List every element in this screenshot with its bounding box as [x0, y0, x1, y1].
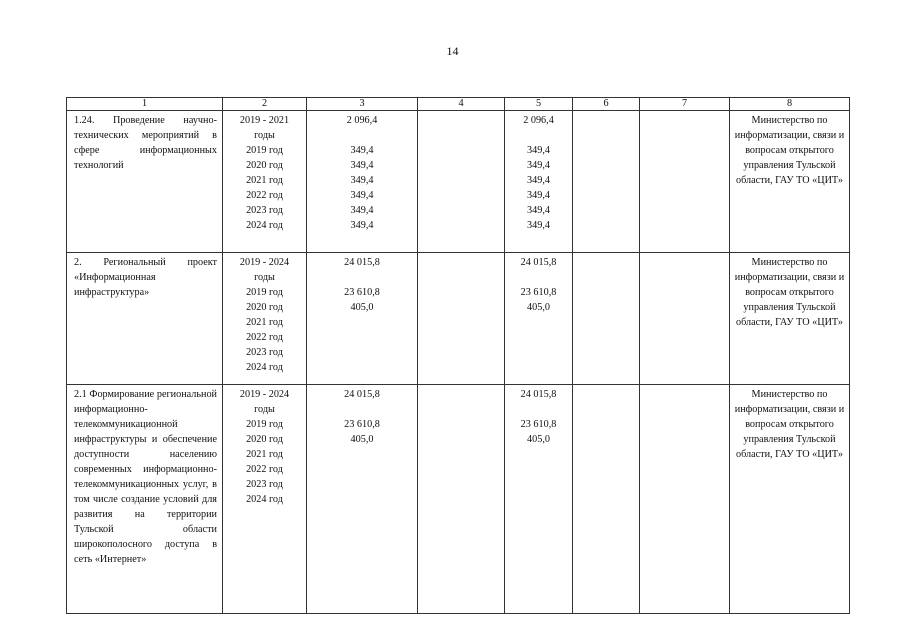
col4-cell: [418, 385, 505, 614]
column-header: 7: [640, 98, 730, 111]
col4-cell: [418, 253, 505, 385]
amount-value: 24 015,8: [344, 389, 380, 400]
amount-value: 24 015,8: [344, 257, 380, 268]
activity-name-cell: 2. Региональный проект «Информационная инфраструктура»: [67, 253, 223, 385]
amount-value: [311, 128, 413, 143]
amount-value: [311, 402, 413, 417]
period-line: 2020 год: [246, 160, 283, 171]
amount-value: 2 096,4: [523, 115, 554, 126]
responsible-cell: Министерство по информатизации, связи и вопросам открытого управления Тульской области, ГАУ ТО «ЦИТ»: [730, 385, 850, 614]
amount-value: 349,4: [527, 175, 550, 186]
amount-regional-cell: [505, 385, 573, 614]
period-line: 2019 год: [246, 419, 283, 430]
amount-value: 23 610,8: [520, 287, 557, 298]
amount-value: 349,4: [350, 220, 374, 231]
period-line: 2024 год: [246, 220, 283, 231]
period-cell: [223, 253, 307, 385]
period-cell: [223, 385, 307, 614]
period-line: 2022 год: [246, 190, 283, 201]
period-line: 2023 год: [246, 479, 283, 490]
amount-value: 24 015,8: [520, 389, 557, 400]
amount-value: 349,4: [350, 205, 374, 216]
amount-value: 349,4: [350, 175, 374, 186]
column-header: 6: [573, 98, 640, 111]
col7-cell: [640, 111, 730, 253]
col7-cell: [640, 253, 730, 385]
period-line: годы: [254, 404, 275, 415]
period-line: 2021 год: [246, 175, 283, 186]
col7-cell: [640, 385, 730, 614]
amount-value: [509, 270, 568, 285]
period-line: годы: [254, 130, 275, 141]
amount-value: 405,0: [527, 434, 550, 445]
amount-value: [509, 128, 568, 143]
table-row: [67, 111, 850, 253]
column-header: 2: [223, 98, 307, 111]
period-line: 2021 год: [246, 317, 283, 328]
amount-value: 349,4: [527, 205, 550, 216]
period-line: 2022 год: [246, 332, 283, 343]
amount-total-cell: [307, 111, 418, 253]
column-header: 8: [730, 98, 850, 111]
table-row: [67, 385, 850, 614]
col6-cell: [573, 253, 640, 385]
period-line: 2020 год: [246, 302, 283, 313]
amount-value: 405,0: [527, 302, 550, 313]
period-line: 2021 год: [246, 449, 283, 460]
amount-value: 349,4: [527, 145, 550, 156]
period-line: 2024 год: [246, 362, 283, 373]
table-row: [67, 253, 850, 385]
amount-value: 405,0: [350, 302, 374, 313]
header-row: [67, 98, 850, 111]
column-header: 5: [505, 98, 573, 111]
activity-name-cell: 2.1 Формирование региональной информационно-телекоммуникационной инфраструктуры и обеспечение доступности населению современных информационно-телекоммуникационных услуг, в том числе создание условий для развития на территории Тульской области широкополосного доступа в сеть «Интернет»: [67, 385, 223, 614]
column-header: 1: [67, 98, 223, 111]
amount-total-cell: [307, 385, 418, 614]
amount-value: [509, 402, 568, 417]
column-header: 3: [307, 98, 418, 111]
period-line: 2023 год: [246, 347, 283, 358]
period-line: 2022 год: [246, 464, 283, 475]
amount-value: 349,4: [350, 145, 374, 156]
amount-value: 23 610,8: [344, 419, 380, 430]
activity-name-cell: 1.24. Проведение научно-технических мероприятий в сфере информационных технологий: [67, 111, 223, 253]
amount-value: 349,4: [527, 160, 550, 171]
col6-cell: [573, 385, 640, 614]
period-line: 2019 - 2024: [239, 257, 290, 268]
amount-value: 349,4: [527, 190, 550, 201]
period-line: 2019 год: [246, 145, 283, 156]
period-line: 2019 год: [246, 287, 283, 298]
period-line: 2024 год: [246, 494, 283, 505]
amount-value: [311, 270, 413, 285]
responsible-cell: Министерство по информатизации, связи и вопросам открытого управления Тульской области, ГАУ ТО «ЦИТ»: [730, 253, 850, 385]
period-line: 2019 - 2021: [239, 115, 290, 126]
amount-value: 23 610,8: [520, 419, 557, 430]
period-line: 2023 год: [246, 205, 283, 216]
amount-value: 349,4: [527, 220, 550, 231]
amount-regional-cell: [505, 111, 573, 253]
period-line: годы: [254, 272, 275, 283]
page-number: 14: [446, 44, 459, 58]
responsible-cell: Министерство по информатизации, связи и вопросам открытого управления Тульской области, ГАУ ТО «ЦИТ»: [730, 111, 850, 253]
col4-cell: [418, 111, 505, 253]
col6-cell: [573, 111, 640, 253]
amount-total-cell: [307, 253, 418, 385]
amount-value: 405,0: [350, 434, 374, 445]
period-line: 2019 - 2024: [239, 389, 290, 400]
amount-value: 349,4: [350, 160, 374, 171]
amount-value: 24 015,8: [520, 257, 557, 268]
amount-value: 349,4: [350, 190, 374, 201]
amount-value: 23 610,8: [344, 287, 380, 298]
amount-regional-cell: [505, 253, 573, 385]
budget-table: [66, 97, 850, 614]
period-line: 2020 год: [246, 434, 283, 445]
column-header: 4: [418, 98, 505, 111]
period-cell: [223, 111, 307, 253]
amount-value: 2 096,4: [346, 115, 378, 126]
